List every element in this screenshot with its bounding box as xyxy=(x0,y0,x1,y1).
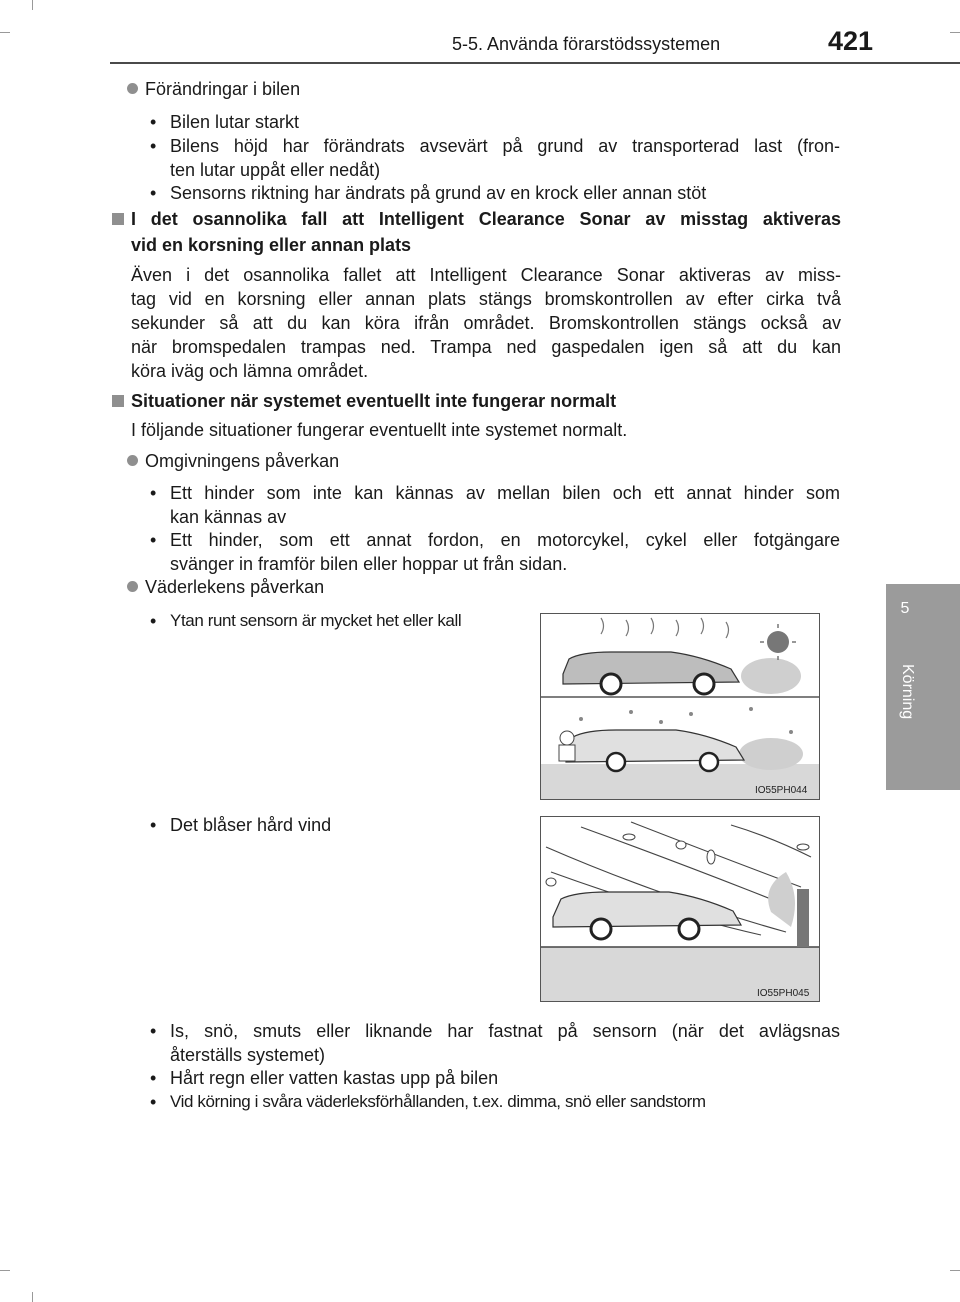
crop-mark xyxy=(0,1270,10,1271)
crop-mark xyxy=(950,32,960,33)
crop-mark xyxy=(950,1270,960,1271)
heading-situations: Situationer när systemet eventuellt inte fungerar normalt xyxy=(131,391,617,411)
figure-caption: IO55PH044 xyxy=(755,785,808,796)
list-item-continuation: svänger in framför bilen eller hoppar ut från sidan. xyxy=(170,554,568,574)
bullet-dot: • xyxy=(150,530,157,550)
chapter-label: Körning xyxy=(899,664,916,720)
crop-mark xyxy=(0,32,10,33)
header-divider xyxy=(110,62,960,64)
figure-caption: IO55PH045 xyxy=(757,988,810,999)
list-item: Det blåser hård vind xyxy=(170,815,332,835)
list-item: Ytan runt sensorn är mycket het eller kall xyxy=(170,611,462,630)
list-item: Ett hinder, som ett annat fordon, en motorcykel, cykel eller fotgängare xyxy=(170,530,840,550)
chapter-number: 5 xyxy=(900,600,910,617)
chapter-label-wrap xyxy=(894,664,920,744)
list-item: Hårt regn eller vatten kastas upp på bilen xyxy=(170,1068,499,1088)
heading-intersection: I det osannolika fall att Intelligent Clearance Sonar av misstag aktiveras xyxy=(131,209,841,229)
paragraph-line: sekunder så att du kan köra ifrån området. Bromskontrollen stängs också av xyxy=(131,313,841,333)
hot-cold-car-illustration xyxy=(541,614,819,799)
square-bullet-icon xyxy=(112,213,124,225)
paragraph-line: när bromspedalen trampas ned. Trampa ned gaspedalen igen så att du kan xyxy=(131,337,841,357)
circle-bullet-icon xyxy=(127,83,138,94)
subheading-weather: Väderlekens påverkan xyxy=(145,577,325,597)
subheading-changes: Förändringar i bilen xyxy=(145,79,301,99)
wind-car-illustration xyxy=(541,817,819,1001)
square-bullet-icon xyxy=(112,395,124,407)
list-item-continuation: kan kännas av xyxy=(170,507,287,527)
bullet-dot: • xyxy=(150,136,157,156)
circle-bullet-icon xyxy=(127,455,138,466)
list-item: Is, snö, smuts eller liknande har fastnat på sensorn (när det avlägsnas xyxy=(170,1021,840,1041)
section-title: 5-5. Använda förarstödssystemen xyxy=(452,34,721,54)
illustration-strong-wind xyxy=(540,816,820,1002)
bullet-dot: • xyxy=(150,611,157,631)
crop-mark xyxy=(32,0,33,10)
list-item-continuation: ten lutar uppåt eller nedåt) xyxy=(170,160,381,180)
list-item: Vid körning i svåra väderleksförhållanden, t.ex. dimma, snö eller sandstorm xyxy=(170,1092,706,1111)
crop-mark xyxy=(32,1292,33,1302)
list-item: Bilens höjd har förändrats avsevärt på grund av transporterad last (fron- xyxy=(170,136,840,156)
bullet-dot: • xyxy=(150,112,157,132)
paragraph-line: Även i det osannolika fallet att Intelligent Clearance Sonar aktiveras av miss- xyxy=(131,265,841,285)
subheading-surroundings: Omgivningens påverkan xyxy=(145,451,340,471)
paragraph: I följande situationer fungerar eventuellt inte systemet normalt. xyxy=(131,420,628,440)
bullet-dot: • xyxy=(150,483,157,503)
bullet-dot: • xyxy=(150,183,157,203)
illustration-hot-cold-sensor xyxy=(540,613,820,800)
page-number: 421 xyxy=(828,26,874,56)
list-item: Ett hinder som inte kan kännas av mellan bilen och ett annat hinder som xyxy=(170,483,840,503)
list-item: Sensorns riktning har ändrats på grund av en krock eller annan stöt xyxy=(170,183,707,203)
bullet-dot: • xyxy=(150,815,157,835)
list-item: Bilen lutar starkt xyxy=(170,112,300,132)
bullet-dot: • xyxy=(150,1092,157,1112)
bullet-dot: • xyxy=(150,1021,157,1041)
bullet-dot: • xyxy=(150,1068,157,1088)
circle-bullet-icon xyxy=(127,581,138,592)
heading-intersection-cont: vid en korsning eller annan plats xyxy=(131,235,412,255)
paragraph-line: tag vid en korsning eller annan plats stängs bromskontrollen av efter cirka två xyxy=(131,289,841,309)
paragraph-line: köra iväg och lämna området. xyxy=(131,361,369,381)
list-item-continuation: återställs systemet) xyxy=(170,1045,326,1065)
